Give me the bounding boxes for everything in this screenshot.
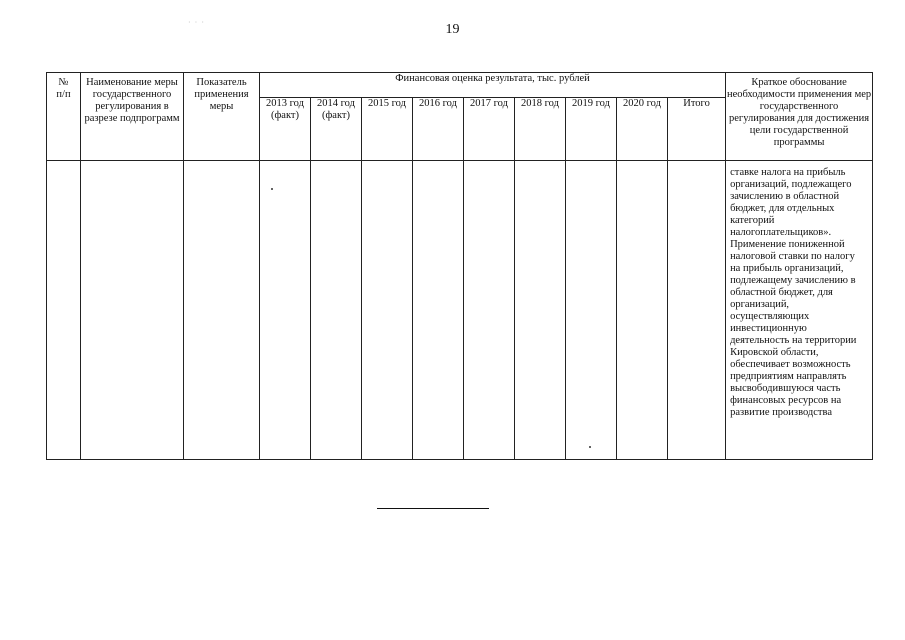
header-year-2017: 2017 год: [464, 98, 515, 161]
header-year-2014: 2014 год (факт): [311, 98, 362, 161]
header-indicator: Показатель применения меры: [184, 73, 260, 161]
cell-2018: [515, 161, 566, 460]
header-total: Итого: [668, 98, 726, 161]
header-year-2020: 2020 год: [617, 98, 668, 161]
cell-num: [47, 161, 81, 460]
page-number: 19: [445, 22, 460, 37]
header-year-2013: 2013 год (факт): [260, 98, 311, 161]
cell-justification: ставке налога на прибыль организаций, подлежащего зачислению в областной бюджет, для отдельных категорий налогоплательщиков». Применение пониженной налоговой ставки по налогу на прибыль организаций, подлежащему зачислению в областной бюджет, для организаций, осуществляющих инвестиционную деятельность на территории Кировской области, обеспечивает возможность предприятиям направлять высвободившуюся часть финансовых ресурсов на развитие производства: [726, 161, 873, 460]
regulation-measures-table: [46, 72, 873, 460]
cell-total: [668, 161, 726, 460]
header-justification: Краткое обоснование необходимости применения мер государственного регулирования для достижения цели государственной программы: [726, 73, 873, 161]
header-measure-name: Наименование меры государственного регулирования в разрезе подпрограмм: [81, 73, 184, 161]
table-row: [47, 161, 873, 460]
cell-2014: [311, 161, 362, 460]
end-rule: [377, 508, 489, 509]
cell-2019: [566, 161, 617, 460]
cell-indicator: [184, 161, 260, 460]
cell-2013: [260, 161, 311, 460]
header-year-2015: 2015 год: [362, 98, 413, 161]
scan-smudge: · · ·: [188, 18, 205, 27]
cell-2016: [413, 161, 464, 460]
cell-2020: [617, 161, 668, 460]
header-year-2018: 2018 год: [515, 98, 566, 161]
cell-2015: [362, 161, 413, 460]
cell-2017: [464, 161, 515, 460]
header-year-2019: 2019 год: [566, 98, 617, 161]
header-num: № п/п: [47, 73, 81, 161]
scan-dot: [271, 188, 273, 190]
header-year-2016: 2016 год: [413, 98, 464, 161]
cell-measure-name: [81, 161, 184, 460]
scan-dot: [589, 446, 591, 448]
header-financial-assessment: Финансовая оценка результата, тыс. рублей: [260, 73, 726, 98]
